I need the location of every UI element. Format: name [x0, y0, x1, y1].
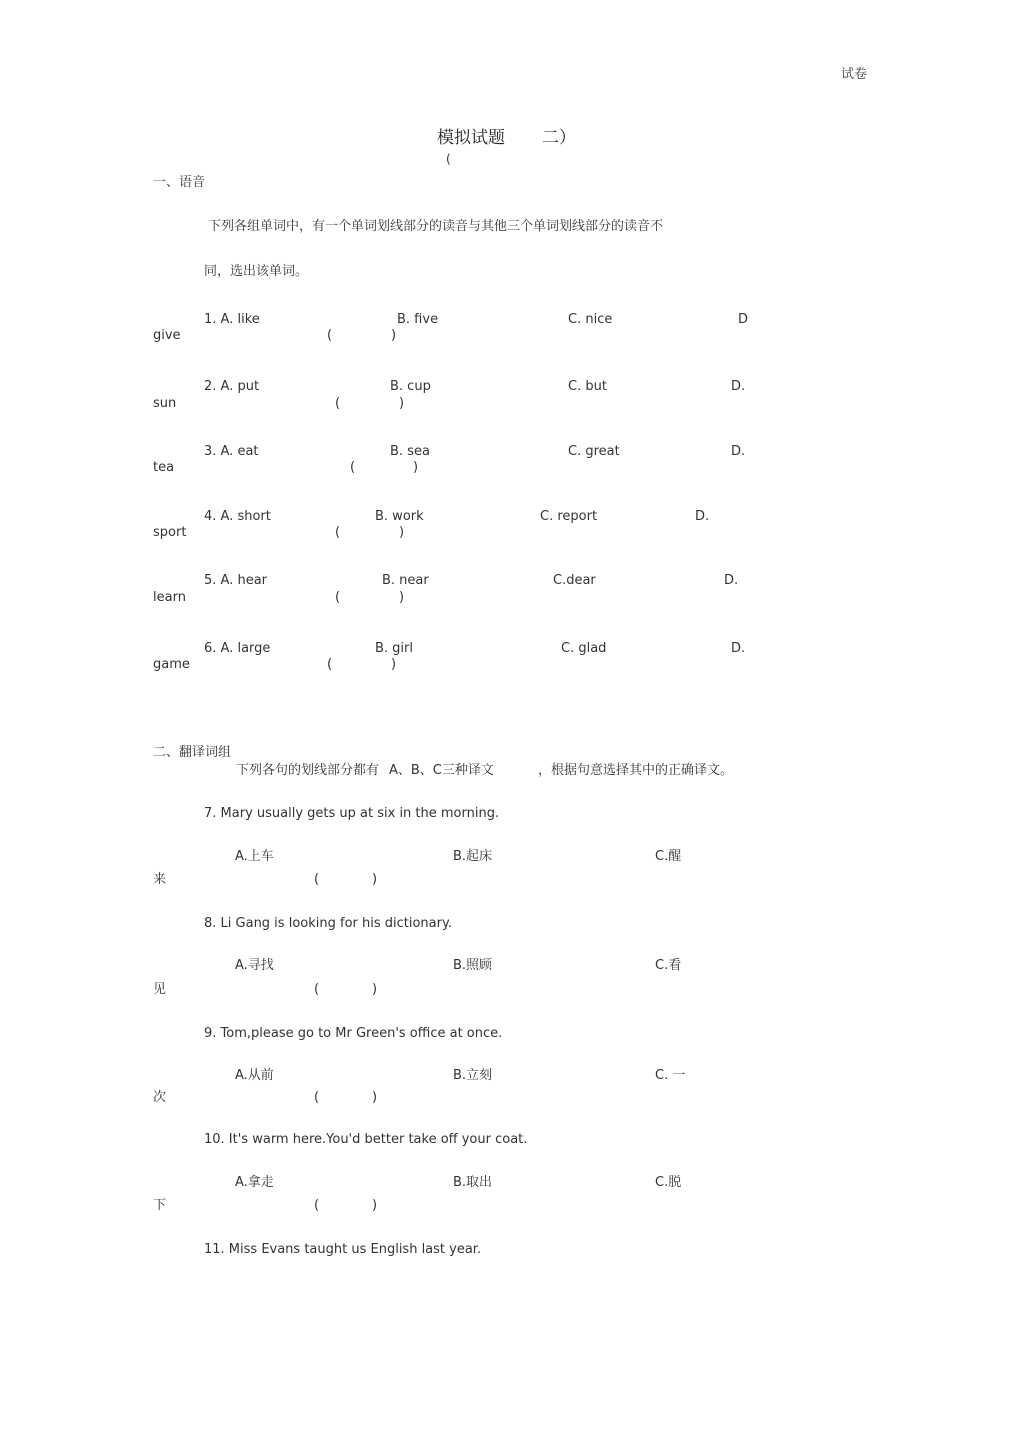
- option-a: A.上车: [235, 849, 274, 864]
- answer-paren-open: (: [314, 1198, 320, 1213]
- page-title-paren: (: [446, 152, 451, 166]
- answer-paren-open: (: [350, 460, 356, 475]
- answer-paren-close: ): [391, 657, 397, 672]
- question-sentence: 8. Li Gang is looking for his dictionary.: [204, 916, 452, 931]
- option-c-word: 来: [153, 872, 167, 887]
- option-b: B. five: [397, 312, 439, 327]
- option-a: A.从前: [235, 1068, 274, 1083]
- option-b: B. work: [375, 509, 424, 524]
- option-b: B.照顾: [453, 958, 493, 973]
- option-a: A.寻找: [235, 958, 274, 973]
- answer-paren-close: ): [413, 460, 419, 475]
- answer-paren-open: (: [314, 982, 320, 997]
- instruction-line-1: 下列各组单词中，有一个单词划线部分的读音与其他三个单词划线部分的读音不: [208, 219, 664, 234]
- option-c-label: C.醒: [655, 849, 682, 864]
- option-a: 5. A. hear: [204, 573, 268, 588]
- option-d-label: D.: [731, 641, 746, 656]
- option-a: A.拿走: [235, 1175, 274, 1190]
- option-d-label: D.: [724, 573, 739, 588]
- answer-paren-close: ): [399, 396, 405, 411]
- instruction-part-1: 下列各句的划线部分都有: [236, 763, 380, 778]
- option-c: C. nice: [568, 312, 613, 327]
- answer-paren-close: ): [372, 872, 378, 887]
- section-heading-translation: 二、翻译词组: [153, 745, 232, 760]
- option-c-label: C.脱: [655, 1175, 682, 1190]
- option-d-label: D: [738, 312, 749, 327]
- answer-paren-close: ): [391, 328, 397, 343]
- answer-paren-close: ): [372, 1198, 378, 1213]
- option-c-label: C.看: [655, 958, 682, 973]
- question-sentence: 10. It's warm here.You'd better take off your coat.: [204, 1132, 528, 1147]
- option-a: 4. A. short: [204, 509, 271, 524]
- option-c: C.dear: [553, 573, 596, 588]
- question-sentence: 7. Mary usually gets up at six in the morning.: [204, 806, 500, 821]
- instruction-part-2: A、B、C三种译文: [389, 763, 494, 778]
- option-c: C. great: [568, 444, 620, 459]
- option-a: 3. A. eat: [204, 444, 259, 459]
- page-title-number: 二）: [542, 128, 576, 148]
- option-d-word: give: [153, 328, 181, 343]
- option-a: 1. A. like: [204, 312, 260, 327]
- instruction-line-2: 同，选出该单词。: [204, 264, 309, 279]
- option-b: B.起床: [453, 849, 493, 864]
- option-c: C. but: [568, 379, 607, 394]
- option-d-word: sun: [153, 396, 177, 411]
- option-b: B. sea: [390, 444, 430, 459]
- section-heading-phonetics: 一、语音: [153, 175, 206, 190]
- option-d-word: learn: [153, 590, 186, 605]
- option-a: 6. A. large: [204, 641, 271, 656]
- answer-paren-open: (: [335, 590, 341, 605]
- option-d-label: D.: [731, 444, 746, 459]
- answer-paren-close: ): [399, 590, 405, 605]
- answer-paren-open: (: [314, 1090, 320, 1105]
- answer-paren-open: (: [327, 328, 333, 343]
- answer-paren-close: ): [372, 1090, 378, 1105]
- option-c: C. glad: [561, 641, 607, 656]
- answer-paren-open: (: [335, 396, 341, 411]
- question-sentence: 11. Miss Evans taught us English last year.: [204, 1242, 482, 1257]
- option-b: B. cup: [390, 379, 431, 394]
- option-c-label: C. 一: [655, 1068, 686, 1083]
- option-c-word: 见: [153, 982, 167, 997]
- answer-paren-open: (: [327, 657, 333, 672]
- option-b: B. near: [382, 573, 429, 588]
- instruction-part-3: ，根据句意选择其中的正确译文。: [538, 763, 734, 778]
- option-b: B. girl: [375, 641, 414, 656]
- option-c-word: 下: [153, 1198, 167, 1213]
- option-d-label: D.: [731, 379, 746, 394]
- answer-paren-open: (: [314, 872, 320, 887]
- answer-paren-close: ): [399, 525, 405, 540]
- option-d-word: sport: [153, 525, 187, 540]
- option-c: C. report: [540, 509, 598, 524]
- option-b: B.立刻: [453, 1068, 493, 1083]
- option-d-label: D.: [695, 509, 710, 524]
- question-sentence: 9. Tom,please go to Mr Green's office at once.: [204, 1026, 503, 1041]
- option-d-word: game: [153, 657, 190, 672]
- page-title: 模拟试题: [437, 128, 505, 148]
- answer-paren-open: (: [335, 525, 341, 540]
- option-d-word: tea: [153, 460, 175, 475]
- option-c-word: 次: [153, 1090, 167, 1105]
- option-b: B.取出: [453, 1175, 493, 1190]
- header-label: 试卷: [841, 67, 868, 82]
- answer-paren-close: ): [372, 982, 378, 997]
- option-a: 2. A. put: [204, 379, 260, 394]
